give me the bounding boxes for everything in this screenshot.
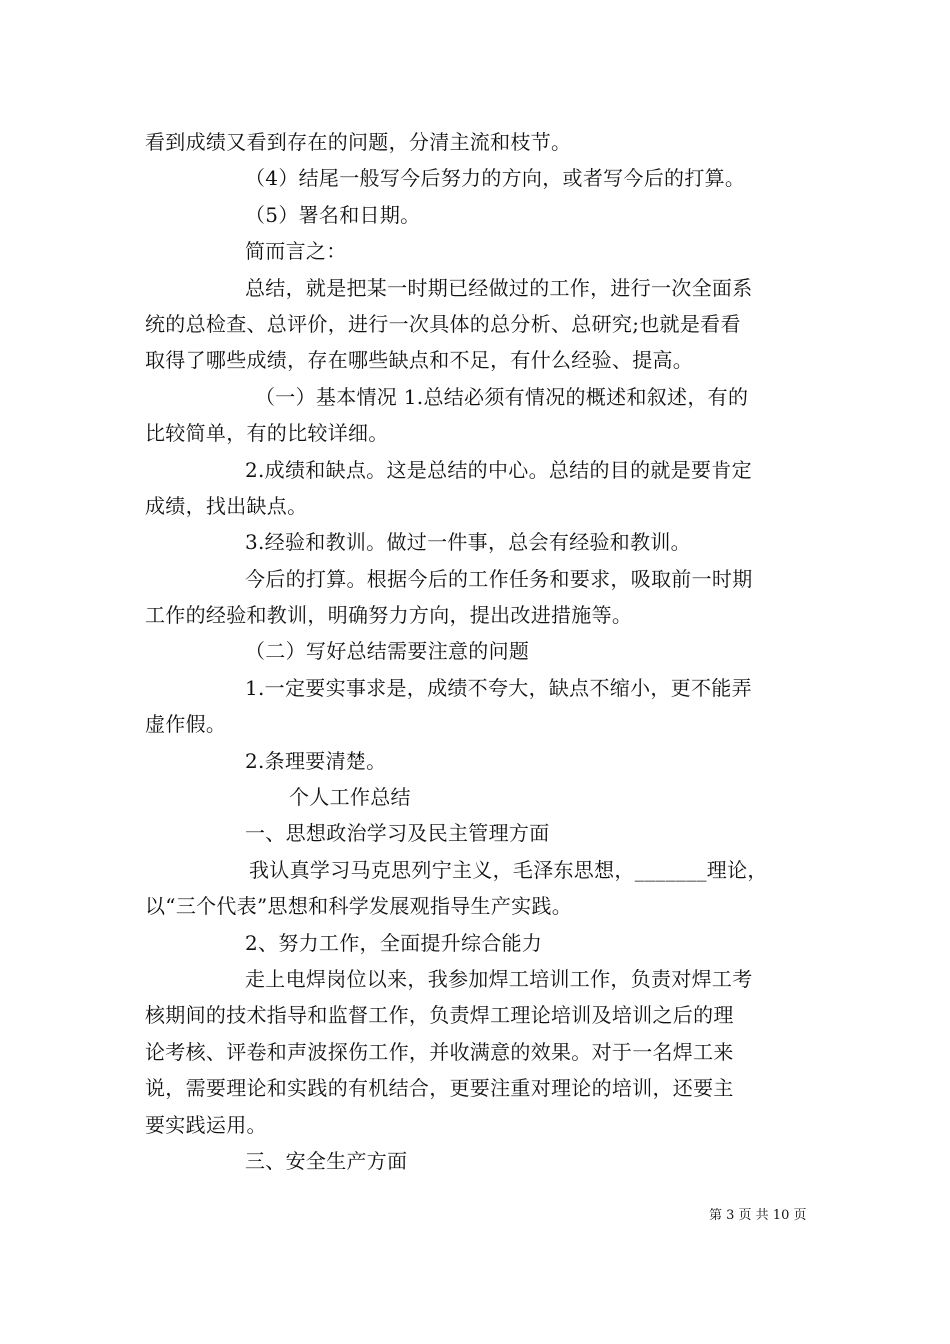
text-line: 简而言之： xyxy=(245,239,347,264)
text-line: 成绩，找出缺点。 xyxy=(145,493,308,518)
text-line: 虚作假。 xyxy=(145,712,227,737)
text-line: 3.经验和教训。做过一件事，总会有经验和教训。 xyxy=(245,530,691,555)
text-line: 走上电焊岗位以来，我参加焊工培训工作，负责对焊工考 xyxy=(245,966,753,991)
section-title: 个人工作总结 xyxy=(289,785,411,810)
text-line: 说，需要理论和实践的有机结合，更要注重对理论的培训，还要主 xyxy=(145,1076,734,1101)
text-line: 2.条理要清楚。 xyxy=(245,748,387,773)
text-line: 看到成绩又看到存在的问题，分清主流和枝节。 xyxy=(145,130,572,154)
section-heading: 2、努力工作，全面提升综合能力 xyxy=(245,930,543,955)
text-line: 比较简单，有的比较详细。 xyxy=(145,421,389,446)
section-heading: 三、安全生产方面 xyxy=(245,1148,408,1173)
text-line: 2.成绩和缺点。这是总结的中心。总结的目的就是要肯定 xyxy=(245,457,752,482)
text-line: 论考核、评卷和声波探伤工作，并收满意的效果。对于一名焊工来 xyxy=(145,1039,734,1064)
text-line: （5）署名和日期。 xyxy=(245,202,421,227)
text-line: 要实践运用。 xyxy=(145,1112,267,1137)
section-heading: 一、思想政治学习及民主管理方面 xyxy=(245,821,550,846)
text-line: （二）写好总结需要注意的问题 xyxy=(245,639,530,664)
text-line: 工作的经验和教训，明确努力方向，提出改进措施等。 xyxy=(145,603,633,628)
text-line: 核期间的技术指导和监督工作，负责焊工理论培训及培训之后的理 xyxy=(145,1003,734,1028)
document-body xyxy=(145,124,810,1179)
text-line: 总结，就是把某一时期已经做过的工作，进行一次全面系 xyxy=(245,275,753,300)
text-line: 以“三个代表”思想和科学发展观指导生产实践。 xyxy=(145,894,573,919)
text-line: 1.一定要实事求是，成绩不夸大，缺点不缩小，更不能弄 xyxy=(245,675,752,700)
text-line: （一）基本情况 1.总结必须有情况的概述和叙述，有的 xyxy=(255,384,749,409)
text-line: 取得了哪些成绩，存在哪些缺点和不足，有什么经验、提高。 xyxy=(145,348,694,373)
text-line: 统的总检查、总评价，进行一次具体的总分析、总研究;也就是看看 xyxy=(145,311,741,336)
text-line: 我认真学习马克思列宁主义，毛泽东思想，_______理论， xyxy=(249,857,768,882)
page-number: 第 3 页 共 10 页 xyxy=(709,1208,807,1223)
text-line: 今后的打算。根据今后的工作任务和要求，吸取前一时期 xyxy=(245,566,753,591)
text-line: （4）结尾一般写今后努力的方向，或者写今后的打算。 xyxy=(245,166,746,191)
